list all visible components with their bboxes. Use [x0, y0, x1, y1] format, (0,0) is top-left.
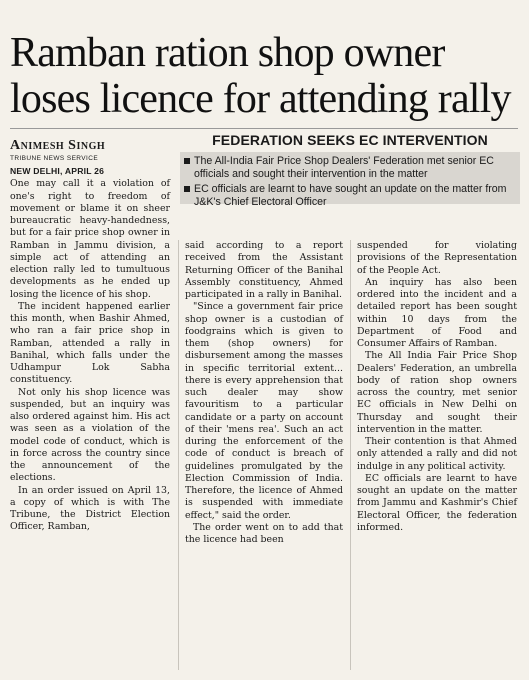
headline-rule: [10, 128, 518, 129]
article-column-3: [357, 240, 517, 534]
highlights-bullets: [180, 152, 520, 208]
article-paragraph: Not only his shop licence was suspended, but an inquiry was also ordered against him. His act was seen as a violation of the model code of conduct, which is in force across the country since the announcement of the elections.: [10, 386, 170, 484]
article-paragraph: "Since a government fair price shop owner is a custodian of foodgrains which is given to them (shop owners) for disbursement among the masses in specific territorial extent... there is every apprehension that such dealer may show favouritism to a particular candidate or a party on account of their 'mens rea'. Such an act during the enforcement of the code of conduct is breach of guidelines promulgated by the Election Commission of India. Therefore, the licence of Ahmed is suspended with immediate effect," said the order.: [185, 301, 343, 521]
article-paragraph: One may call it a violation of one's right to freedom of movement or blame it on sheer bureaucratic heavy-handedness, but for a fair price shop owner in Ramban in Jammu division, a simple act of attending an election rally led to tumultuous developments as he ended up losing the licence of his shop.: [10, 178, 170, 300]
article-paragraph: Their contention is that Ahmed only attended a rally and did not indulge in any political activity.: [357, 436, 517, 472]
article-column-2: [185, 240, 343, 546]
article-paragraph: said according to a report received from the Assistant Returning Officer of the Banihal Assembly constituency, Ahmed participated in a rally in Banihal.: [185, 240, 343, 300]
highlight-text: EC officials are learnt to have sought an update on the matter from J&K's Chief Electoral Officer: [194, 183, 507, 208]
square-bullet-icon: [184, 186, 190, 192]
square-bullet-icon: [184, 158, 190, 164]
article-paragraph: The incident happened earlier this month, when Bashir Ahmed, who ran a fair price shop in Ramban, attended a rally in Banihal, which falls under the Udhampur Lok Sabha constituency.: [10, 300, 170, 386]
article-paragraph: An inquiry has also been ordered into the incident and a detailed report has been sought within 10 days from the Department of Food and Consumer Affairs of Ramban.: [357, 276, 517, 349]
article-paragraph: The order went on to add that the licence had been: [185, 521, 343, 545]
article-dateline: NEW DELHI, APRIL 26: [10, 166, 105, 176]
article-column-1: [10, 165, 170, 534]
article-paragraph: The All India Fair Price Shop Dealers' Federation, an umbrella body of ration shop owners across the country, met senior EC officials in New Delhi on Thursday and sought their intervention in the matter.: [357, 350, 517, 435]
highlight-bullet: [184, 155, 516, 181]
article-paragraph: In an order issued on April 13, a copy of which is with The Tribune, the District Election Officer, Ramban,: [10, 484, 170, 533]
column-divider: [350, 240, 351, 670]
article-paragraph: suspended for violating provisions of the Representation of the People Act.: [357, 240, 517, 276]
headline-line-2: loses licence for attending rally: [10, 76, 511, 122]
column-divider: [178, 240, 179, 670]
highlights-box: [180, 132, 520, 208]
author-name: Animesh Singh: [10, 138, 106, 153]
highlights-kicker: FEDERATION SEEKS EC INTERVENTION: [212, 132, 488, 148]
headline: [10, 30, 520, 122]
highlight-bullet: [184, 183, 516, 209]
article-paragraph: EC officials are learnt to have sought an update on the matter from Jammu and Kashmir's Chief Electoral Officer, the federation informed.: [357, 472, 517, 533]
highlight-text: The All-India Fair Price Shop Dealers' Federation met senior EC officials and sought their intervention in the matter: [194, 155, 494, 180]
byline: [10, 138, 180, 162]
news-agency: TRIBUNE NEWS SERVICE: [10, 155, 99, 162]
headline-line-1: Ramban ration shop owner: [10, 30, 445, 76]
